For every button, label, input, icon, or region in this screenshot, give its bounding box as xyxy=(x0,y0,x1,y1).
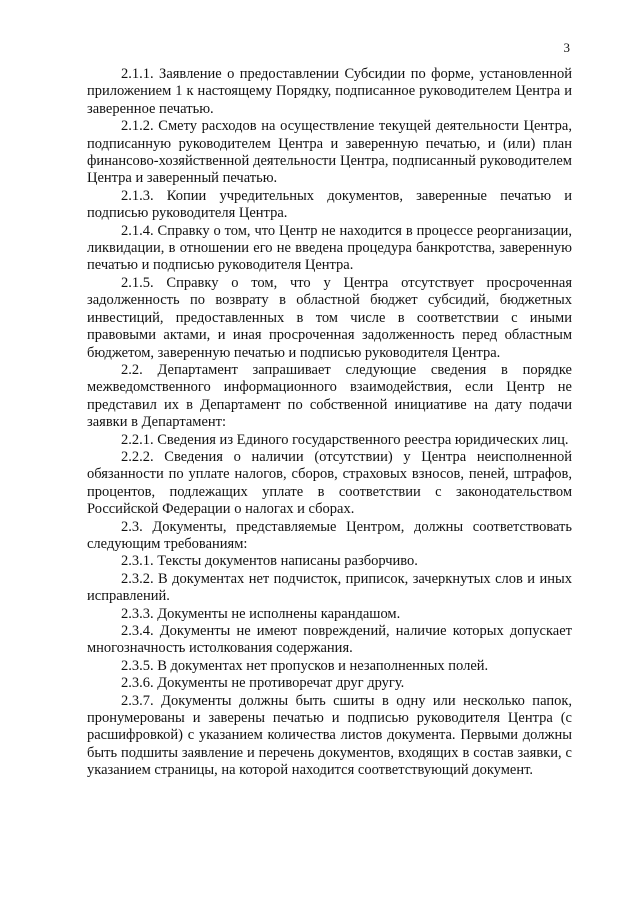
paragraph-2-1-2: 2.1.2. Смету расходов на осуществление текущей деятельности Центра, подписанную руководителем Центра и заверенную печатью, и (или) план финансово-хозяйственной деятельности Центра, подписанный руководителем Центра и заверенный печатью. xyxy=(87,118,572,187)
paragraph-2-2-1: 2.2.1. Сведения из Единого государственного реестра юридических лиц. xyxy=(121,431,569,448)
paragraph-2-3-6: 2.3.6. Документы не противоречат друг другу. xyxy=(121,675,405,692)
paragraph-2-3: 2.3. Документы, представляемые Центром, должны соответствовать следующим требованиям: xyxy=(87,518,572,552)
paragraph-2-2-2: 2.2.2. Сведения о наличии (отсутствии) у Центра неисполненной обязанности по уплате налогов, сборов, страховых взносов, пеней, штрафов, процентов, подлежащих уплате в соответствии с законодательством Российской Федерации о налогах и сборах. xyxy=(87,448,572,518)
page-number: 3 xyxy=(563,40,570,55)
paragraph-2-1-4: 2.1.4. Справку о том, что Центр не находится в процессе реорганизации, ликвидации, в отношении его не введена процедура банкротства, заверенную печатью и подписью руководителя Центра. xyxy=(87,222,572,274)
paragraph-2-3-1: 2.3.1. Тексты документов написаны разборчиво. xyxy=(121,553,418,570)
document-body xyxy=(87,66,572,780)
paragraph-2-3-7: 2.3.7. Документы должны быть сшиты в одну или несколько папок, пронумерованы и заверены печатью и подписью руководителя Центра (с расшифровкой) с указанием количества листов документа. Первыми должны быть подшиты заявление и перечень документов, входящих в состав заявки, с указанием страницы, на которой находится соответствующий документ. xyxy=(87,692,572,779)
paragraph-2-1-1: 2.1.1. Заявление о предоставлении Субсидии по форме, установленной приложением 1 к настоящему Порядку, подписанное руководителем Центра и заверенное печатью. xyxy=(87,66,572,117)
paragraph-2-3-3: 2.3.3. Документы не исполнены карандашом. xyxy=(121,605,401,622)
paragraph-2-3-5: 2.3.5. В документах нет пропусков и незаполненных полей. xyxy=(121,657,489,674)
paragraph-2-3-4: 2.3.4. Документы не имеют повреждений, наличие которых допускает многозначность истолкования содержания. xyxy=(87,623,572,657)
paragraph-2-1-5: 2.1.5. Справку о том, что у Центра отсутствует просроченная задолженность по возврату в областной бюджет субсидий, бюджетных инвестиций, предоставленных в том числе в соответствии с иными правовыми актами, и иная просроченная задолженность перед областным бюджетом, заверенную печатью и подписью руководителя Центра. xyxy=(87,274,572,361)
paragraph-2-1-3: 2.1.3. Копии учредительных документов, заверенные печатью и подписью руководителя Центра. xyxy=(87,187,572,222)
paragraph-2-3-2: 2.3.2. В документах нет подчисток, приписок, зачеркнутых слов и иных исправлений. xyxy=(87,570,572,605)
paragraph-2-2: 2.2. Департамент запрашивает следующие сведения в порядке межведомственного информационного взаимодействия, если Центр не представил их в Департамент по собственной инициативе на дату подачи заявки в Департамент: xyxy=(87,361,572,431)
